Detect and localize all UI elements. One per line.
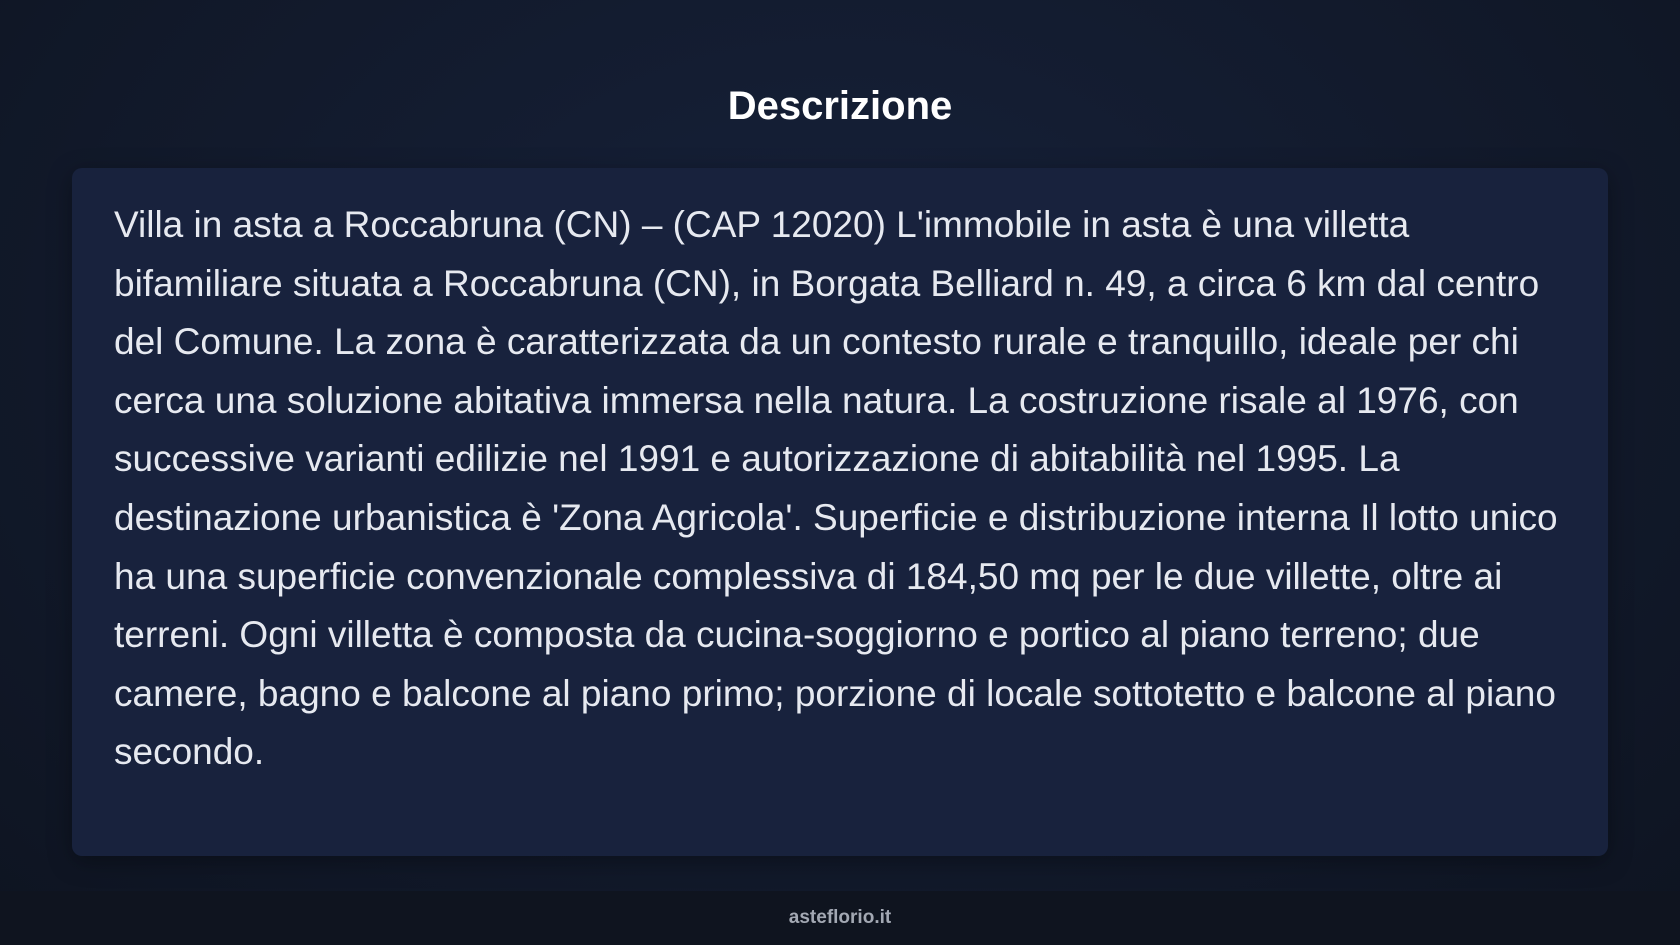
description-text: Villa in asta a Roccabruna (CN) – (CAP 12020) L'immobile in asta è una villetta bifamiliare situata a Roccabruna (CN), in Borgata Belliard n. 49, a circa 6 km dal centro del Comune. La zona è caratterizzata da un contesto rurale e tranquillo, ideale per chi cerca una soluzione abitativa immersa nella natura. La costruzione risale al 1976, con successive varianti edilizie nel 1991 e autorizzazione di abitabilità nel 1995. La destinazione urbanistica è 'Zona Agricola'. Superficie e distribuzione interna Il lotto unico ha una superficie convenzionale complessiva di 184,50 mq per le due villette, oltre ai terreni. Ogni villetta è composta da cucina-soggiorno e portico al piano terreno; due camere, bagno e balcone al piano primo; porzione di locale sottotetto e balcone al piano secondo. [114, 204, 1558, 773]
footer-site-name[interactable]: asteflorio.it [788, 907, 892, 928]
footer [0, 891, 1680, 945]
page-title: Descrizione [727, 84, 953, 128]
description-card [72, 168, 1608, 856]
